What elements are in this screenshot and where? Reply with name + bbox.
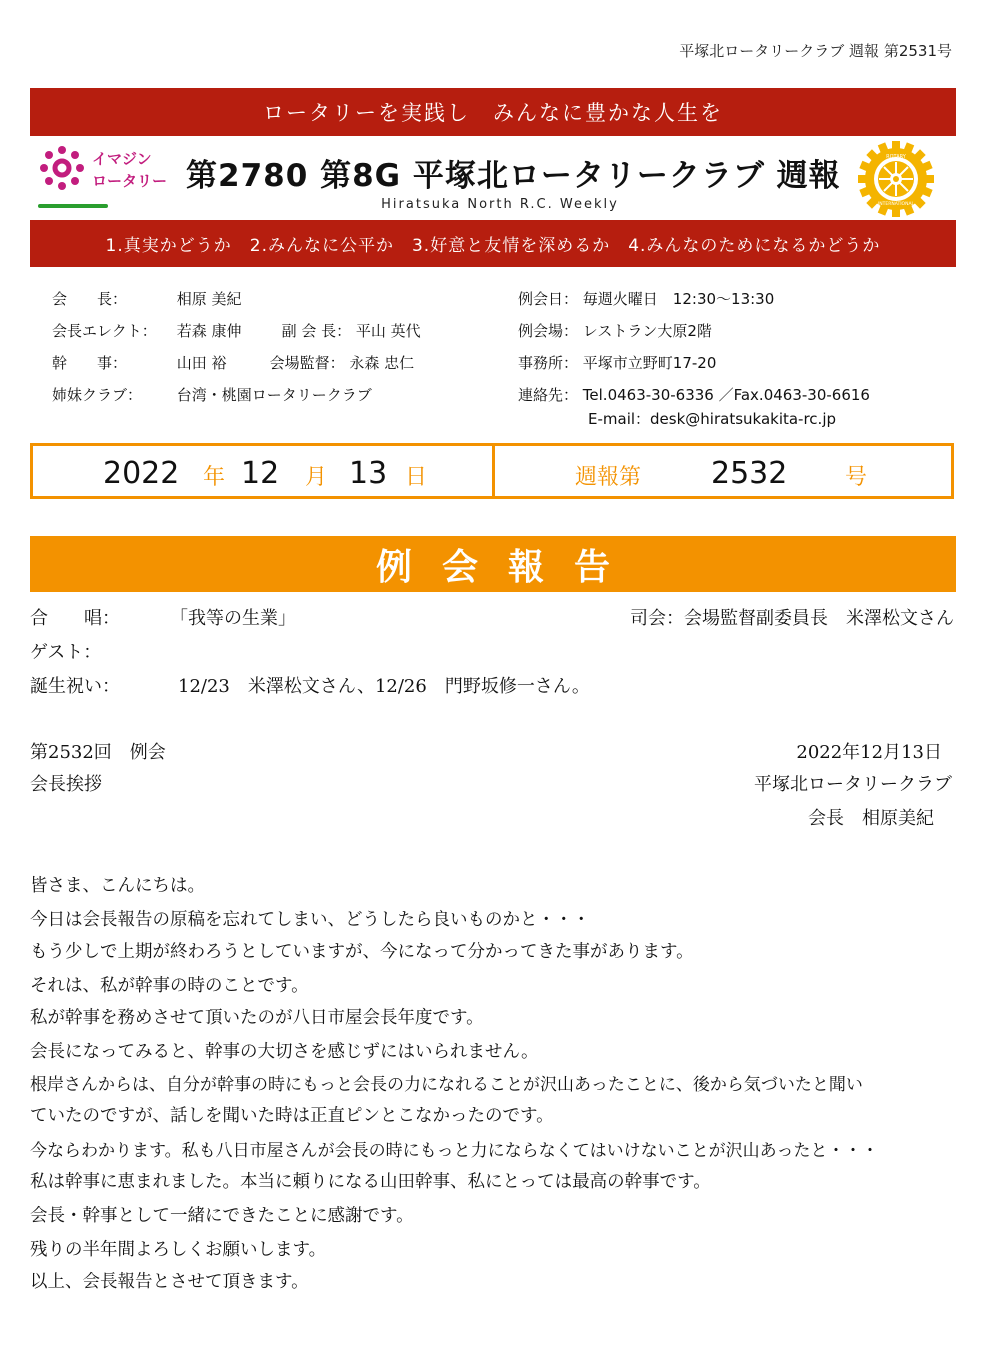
date-month: 12 bbox=[241, 456, 280, 491]
body-line: 残りの半年間よろしくお願いします。 bbox=[30, 1240, 327, 1260]
body-line: もう少しで上期が終わろうとしていますが、今になって分かってきた事があります。 bbox=[30, 942, 694, 962]
sergeant-label: 会場監督： bbox=[269, 354, 345, 372]
president-name: 相原 美紀 bbox=[176, 290, 242, 308]
meeting-office bbox=[518, 352, 716, 373]
issue-header-note: 平塚北ロータリークラブ 週報 第2531号 bbox=[679, 42, 952, 60]
issue-label: 週報第 bbox=[575, 465, 642, 490]
body-line: ていたのですが、話しを聞いた時は正直ピンとこなかったのです。 bbox=[30, 1106, 554, 1126]
elect-name: 若森 康伸 bbox=[176, 322, 242, 340]
date-year-unit: 年 bbox=[203, 465, 226, 490]
birthday-value: 12/23 米澤松文さん、12/26 門野坂修一さん。 bbox=[178, 676, 590, 697]
issue-number: 2532 bbox=[711, 456, 788, 491]
contact-label: 連絡先： bbox=[518, 386, 579, 404]
date-day: 13 bbox=[349, 456, 388, 491]
meeting-venue bbox=[518, 320, 712, 341]
body-line: 会長・幹事として一緒にできたことに感謝です。 bbox=[30, 1206, 414, 1226]
meeting-contact bbox=[518, 384, 870, 405]
logo-text-imagine: イマジン bbox=[92, 150, 152, 168]
meeting-day bbox=[518, 288, 774, 309]
chorus-row bbox=[30, 604, 296, 630]
day-value: 毎週火曜日 12:30〜13:30 bbox=[582, 290, 775, 308]
newsletter-title: 第2780 第8G 平塚北ロータリークラブ 週報 bbox=[186, 158, 841, 194]
body-line: 今日は会長報告の原稿を忘れてしまい、どうしたら良いものかと・・・ bbox=[30, 910, 590, 930]
birthday-row bbox=[30, 672, 590, 698]
issue-unit: 号 bbox=[845, 465, 868, 490]
venue-value: レストラン大原2階 bbox=[582, 322, 712, 340]
sister-club bbox=[52, 384, 372, 405]
rotary-text-top: ROTARY bbox=[886, 154, 906, 160]
logo-text-rotary: ロータリー bbox=[92, 172, 168, 190]
greeting-title: 会長挨拶 bbox=[30, 774, 102, 795]
rotary-text-bottom: INTERNATIONAL bbox=[877, 202, 915, 207]
date-issue-box bbox=[30, 443, 954, 499]
venue-label: 例会場： bbox=[518, 322, 579, 340]
imagine-rotary-flower-icon bbox=[38, 144, 86, 192]
body-line: 私が幹事を務めさせて頂いたのが八日市屋会長年度です。 bbox=[30, 1008, 484, 1028]
meeting-email: E-mail：desk@hiratsukakita-rc.jp bbox=[588, 410, 837, 428]
vice-label: 副 会 長： bbox=[281, 322, 352, 340]
body-line: それは、私が幹事の時のことです。 bbox=[30, 976, 309, 996]
body-line: 私は幹事に恵まれました。本当に頼りになる山田幹事、私にとっては最高の幹事です。 bbox=[30, 1172, 711, 1192]
birthday-label: 誕生祝い： bbox=[30, 676, 120, 697]
body-line: 皆さま、こんにちは。 bbox=[30, 876, 205, 896]
office-label: 事務所： bbox=[518, 354, 579, 372]
newsletter-subtitle: Hiratsuka North R.C. Weekly bbox=[381, 197, 619, 212]
signature: 会長 相原美紀 bbox=[808, 808, 934, 829]
club-name: 平塚北ロータリークラブ bbox=[754, 774, 952, 795]
meeting-number: 第2532回 例会 bbox=[30, 742, 166, 763]
section-title-banner: 例会報告 bbox=[30, 536, 956, 592]
date-day-unit: 日 bbox=[405, 465, 428, 490]
four-way-test-banner: 1.真実かどうか 2.みんなに公平か 3.好意と友情を深めるか 4.みんなのためになるかどうか bbox=[30, 220, 956, 267]
chorus-value: 「我等の生業」 bbox=[170, 608, 296, 629]
mc-text: 司会：会場監督副委員長 米澤松文さん bbox=[630, 608, 954, 629]
elect-label: 会長エレクト： bbox=[52, 322, 157, 340]
day-label: 例会日： bbox=[518, 290, 579, 308]
rotary-wheel-icon bbox=[858, 141, 934, 217]
body-line: 根岸さんからは、自分が幹事の時にもっと会長の力になれることが沢山あったことに、後から気づいたと聞い bbox=[30, 1075, 863, 1095]
body-line: 以上、会長報告とさせて頂きます。 bbox=[30, 1272, 309, 1292]
date-month-unit: 月 bbox=[305, 465, 328, 490]
sister-label: 姉妹クラブ： bbox=[52, 386, 143, 404]
motto-banner: ロータリーを実践し みんなに豊かな人生を bbox=[30, 88, 956, 136]
office-value: 平塚市立野町17-20 bbox=[582, 354, 717, 372]
sister-name: 台湾・桃園ロータリークラブ bbox=[176, 386, 372, 404]
sergeant-name: 永森 忠仁 bbox=[349, 354, 415, 372]
secretary-name: 山田 裕 bbox=[176, 354, 227, 372]
body-line: 会長になってみると、幹事の大切さを感じずにはいられません。 bbox=[30, 1042, 539, 1062]
officers-president bbox=[52, 288, 242, 309]
date-year: 2022 bbox=[103, 456, 180, 491]
date-box-divider bbox=[492, 446, 495, 496]
meeting-date: 2022年12月13日 bbox=[796, 742, 942, 763]
contact-value: Tel.0463-30-6336 ／Fax.0463-30-6616 bbox=[582, 386, 870, 404]
vice-name: 平山 英代 bbox=[355, 322, 421, 340]
officers-elect bbox=[52, 320, 421, 341]
officers-secretary bbox=[52, 352, 414, 373]
body-line: 今ならわかります。私も八日市屋さんが会長の時にもっと力にならなくてはいけないことが沢山あったと・・・ bbox=[30, 1141, 879, 1161]
president-label: 会 長： bbox=[52, 290, 128, 308]
chorus-label: 合 唱： bbox=[30, 608, 120, 629]
guest-row bbox=[30, 638, 101, 664]
guest-label: ゲスト： bbox=[30, 642, 102, 663]
secretary-label: 幹 事： bbox=[52, 354, 128, 372]
